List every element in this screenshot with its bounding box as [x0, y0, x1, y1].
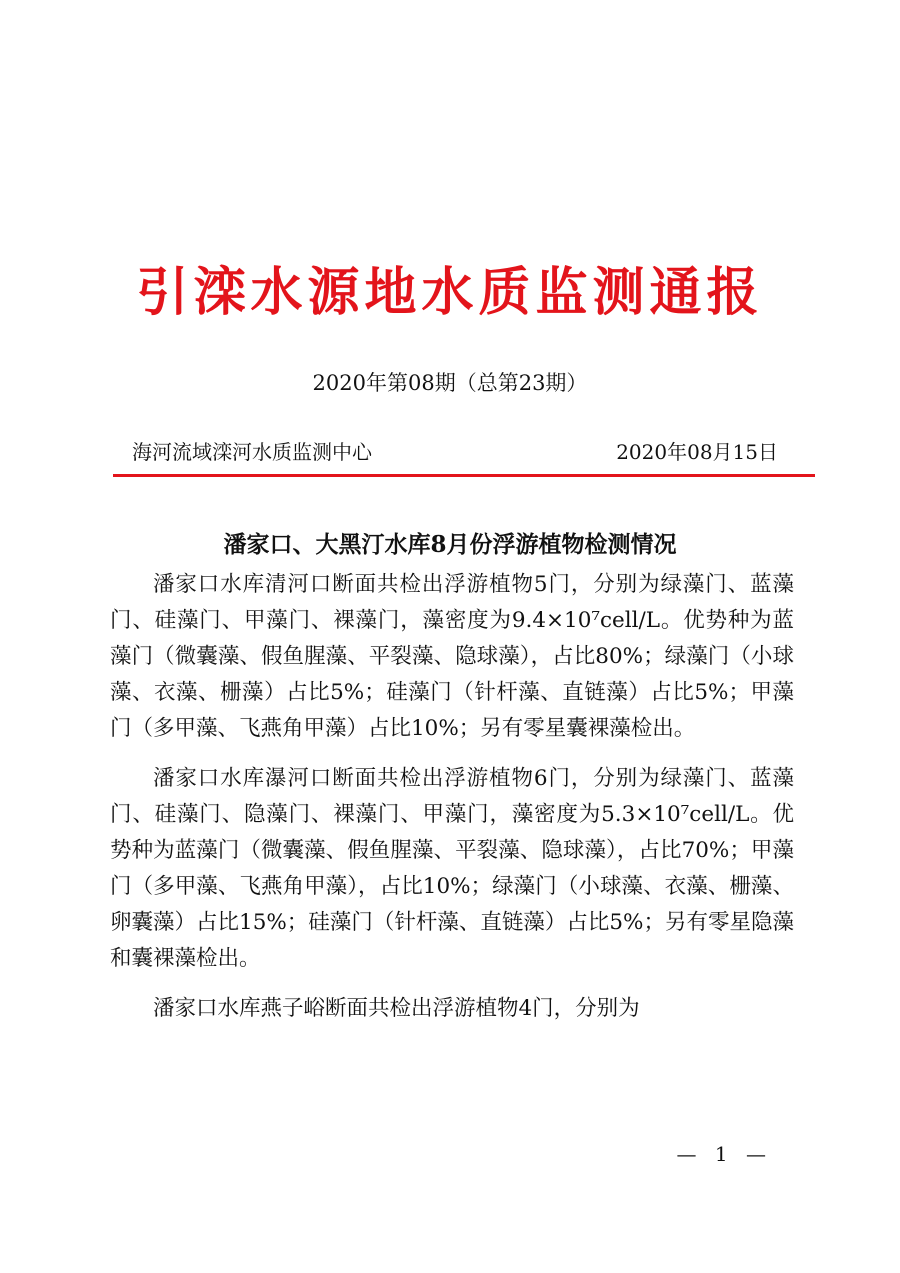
- header-divider: [113, 474, 815, 477]
- paragraph-yanziyu: 潘家口水库燕子峪断面共检出浮游植物4门，分别为: [153, 996, 640, 1021]
- issue-date: 2020年08月15日: [616, 440, 778, 464]
- article-title: 潘家口、大黑汀水库8月份浮游植物检测情况: [223, 531, 677, 558]
- bulletin-masthead: 引滦水源地水质监测通报: [136, 262, 764, 323]
- issue-number: 2020年第08期（总第23期）: [312, 371, 588, 395]
- issuing-organization: 海河流域滦河水质监测中心: [132, 440, 372, 464]
- paragraph-qinghekou: 潘家口水库清河口断面共检出浮游植物5门，分别为绿藻门、蓝藻门、硅藻门、甲藻门、裸藻门，藻密度为9.4×10⁷cell/L。优势种为蓝藻门（微囊藻、假鱼腥藻、平裂藻、隐球藻），占比80%；绿藻门（小球藻、衣藻、栅藻）占比5%；硅藻门（针杆藻、直链藻）占比5%；甲藻门（多甲藻、飞燕角甲藻）占比10%；另有零星囊裸藻检出。: [110, 572, 794, 741]
- page-number: — 1 —: [676, 1142, 772, 1166]
- paragraph-puhekou: 潘家口水库瀑河口断面共检出浮游植物6门，分别为绿藻门、蓝藻门、硅藻门、隐藻门、裸藻门、甲藻门，藻密度为5.3×10⁷cell/L。优势种为蓝藻门（微囊藻、假鱼腥藻、平裂藻、隐球藻），占比70%；甲藻门（多甲藻、飞燕角甲藻），占比10%；绿藻门（小球藻、衣藻、栅藻、卵囊藻）占比15%；硅藻门（针杆藻、直链藻）占比5%；另有零星隐藻和囊裸藻检出。: [110, 766, 794, 971]
- article-body: [110, 567, 794, 1027]
